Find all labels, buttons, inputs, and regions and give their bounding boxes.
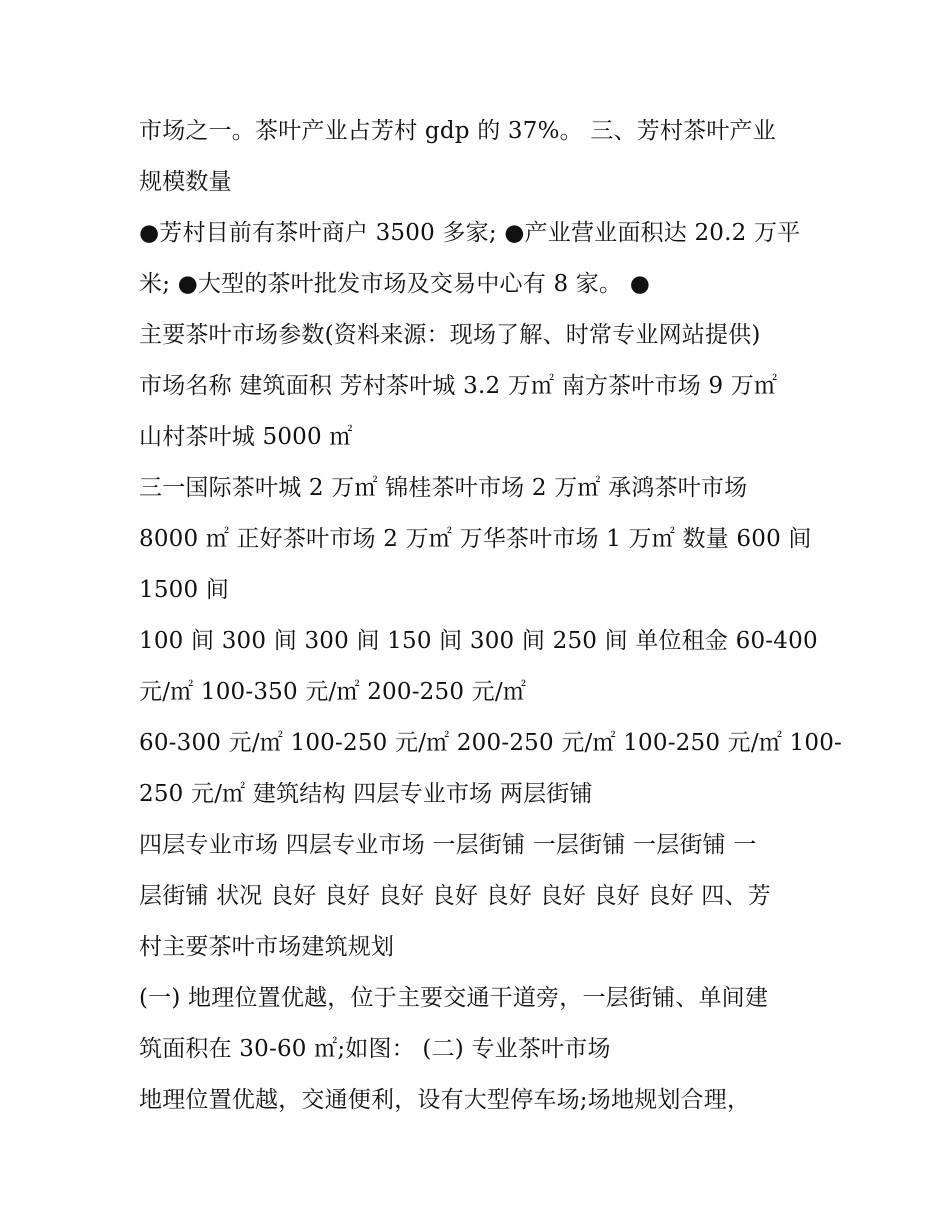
text-line: 市场名称 建筑面积 芳村茶叶城 3.2 万㎡ 南方茶叶市场 9 万㎡ <box>139 373 778 399</box>
text-line: ●芳村目前有茶叶商户 3500 多家; ●产业营业面积达 20.2 万平 <box>139 220 801 246</box>
text-line: 250 元/㎡ 建筑结构 四层专业市场 两层街铺 <box>139 781 593 807</box>
text-line: 四层专业市场 四层专业市场 一层街铺 一层街铺 一层街铺 一 <box>139 832 757 858</box>
text-line: 市场之一。茶叶产业占芳村 gdp 的 37%。 三、芳村茶叶产业 <box>139 118 776 144</box>
text-line: 村主要茶叶市场建筑规划 <box>139 934 395 960</box>
text-line: 筑面积在 30-60 ㎡;如图： (二) 专业茶叶市场 <box>139 1036 611 1062</box>
text-line: 8000 ㎡ 正好茶叶市场 2 万㎡ 万华茶叶市场 1 万㎡ 数量 600 间 <box>139 526 812 552</box>
text-line: 三一国际茶叶城 2 万㎡ 锦桂茶叶市场 2 万㎡ 承鸿茶叶市场 <box>139 475 748 501</box>
text-line: 层街铺 状况 良好 良好 良好 良好 良好 良好 良好 良好 四、芳 <box>139 883 771 909</box>
text-line: 1500 间 <box>139 577 230 603</box>
text-line: 米; ●大型的茶叶批发市场及交易中心有 8 家。 ● <box>139 271 650 297</box>
text-line: 60-300 元/㎡ 100-250 元/㎡ 200-250 元/㎡ 100-250 元/㎡ 100- <box>139 730 843 756</box>
text-line: (一) 地理位置优越，位于主要交通干道旁，一层街铺、单间建 <box>139 985 769 1011</box>
text-line: 山村茶叶城 5000 ㎡ <box>139 424 353 450</box>
document-body <box>139 106 843 1126</box>
text-line: 元/㎡ 100-350 元/㎡ 200-250 元/㎡ <box>139 679 527 705</box>
text-line: 地理位置优越，交通便利，设有大型停车场;场地规划合理， <box>139 1087 751 1113</box>
text-line: 规模数量 <box>139 169 232 195</box>
text-line: 100 间 300 间 300 间 150 间 300 间 250 间 单位租金 60-400 <box>139 628 818 654</box>
text-line: 主要茶叶市场参数(资料来源：现场了解、时常专业网站提供) <box>139 322 761 348</box>
